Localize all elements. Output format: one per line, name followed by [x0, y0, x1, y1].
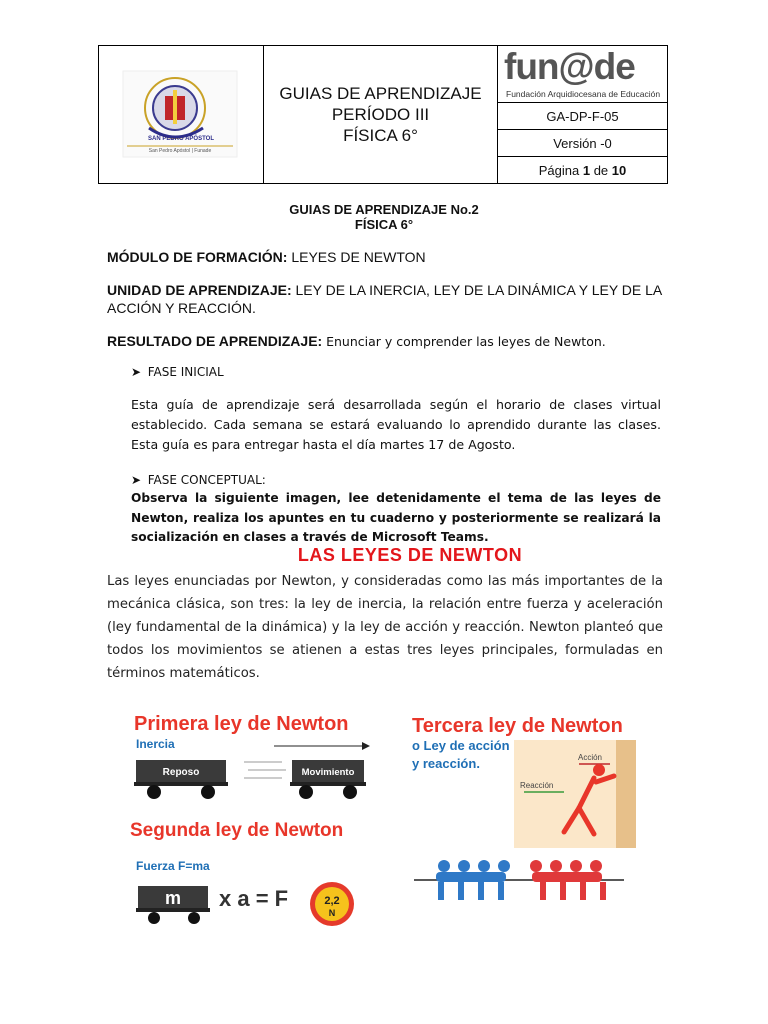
inercia-label: Inercia [136, 737, 175, 751]
modulo-value: LEYES DE NEWTON [291, 249, 426, 265]
title-line-1: GUIAS DE APRENDIZAJE [279, 84, 482, 103]
formula: x a = F [219, 886, 289, 911]
doc-version: Versión -0 [498, 130, 667, 157]
page-of: de [593, 162, 609, 178]
resultado-label: RESULTADO DE APRENDIZAJE: [107, 333, 323, 349]
brand-subtitle: Fundación Arquidiocesana de Educación [506, 89, 661, 99]
page-number: 1 [582, 162, 591, 178]
arrow-bullet-icon: ➤ [131, 473, 142, 487]
unidad-label: UNIDAD DE APRENDIZAJE: [107, 282, 292, 298]
cart-reposo [134, 760, 228, 799]
resultado-section [107, 332, 667, 351]
blue-team [436, 860, 510, 900]
movimiento-label: Movimiento [301, 767, 355, 778]
document-title [264, 46, 498, 183]
logo-caption: San Pedro Apóstol | Funade [148, 148, 212, 154]
guide-title: GUIAS DE APRENDIZAJE No.2 [289, 202, 479, 217]
fase-conceptual-heading [131, 473, 266, 487]
arrow-bullet-icon: ➤ [131, 365, 142, 379]
leyes-text: Las leyes enunciadas por Newton, y consideradas como las más importantes de la mecánica clásica, son tres: la ley de inercia, la relación entre fuerza y aceleración (ley fundamental de la dinámica) y la ley de acción y reacción. Newton planteó que todos los movimientos se atienen a estas tres leyes principales, formuladas en términos matemáticos. [107, 574, 663, 681]
badge-unit: N [328, 908, 336, 918]
doc-code: GA-DP-F-05 [498, 103, 667, 130]
page-indicator [498, 157, 667, 183]
page-total: 10 [611, 162, 627, 178]
funade-logo [498, 46, 667, 103]
primera-ley-title: Primera ley de Newton [134, 713, 349, 735]
fase-conceptual-label: FASE CONCEPTUAL: [147, 473, 266, 487]
reaccion-label: Reacción [520, 781, 554, 790]
modulo-section [107, 248, 667, 266]
brand-name: fun@de [504, 46, 635, 87]
unidad-section [107, 281, 667, 317]
mass-label: m [164, 888, 182, 908]
brand-cell [498, 46, 667, 183]
school-logo-cell [99, 46, 264, 183]
fase-inicial-text: Esta guía de aprendizaje será desarrollada según el horario de clases virtual establecido. Cada semana se estará evaluando lo aprendido durante las clases. Esta guía es para entregar hasta el día martes 17 de Agosto. [131, 397, 661, 452]
header-table [98, 45, 668, 184]
tercera-sub-2: y reacción. [412, 756, 480, 771]
school-logo [99, 46, 263, 183]
cart-movimiento [290, 760, 366, 799]
fase-inicial-heading [131, 365, 224, 379]
leyes-title: LAS LEYES DE NEWTON [297, 545, 523, 565]
fase-conceptual-text: Observa la siguiente imagen, lee detenidamente el tema de las leyes de Newton, realiza los apuntes en tu cuaderno y posteriormente se realizará la socialización en clases a través de Microsoft Teams. [131, 491, 661, 544]
unidad-value: LEY DE LA INERCIA, LEY DE LA DINÁMICA Y LEY DE LA ACCIÓN Y REACCIÓN. [107, 282, 662, 316]
segunda-ley-title: Segunda ley de Newton [130, 820, 344, 841]
tercera-ley-title: Tercera ley de Newton [412, 715, 623, 737]
reposo-label: Reposo [162, 767, 200, 778]
fase-inicial-label: FASE INICIAL [147, 365, 224, 379]
title-line-2: PERÍODO III [331, 105, 430, 124]
title-line-3: FÍSICA 6° [343, 126, 418, 145]
newton-laws-illustration [124, 700, 644, 940]
guide-subject: FÍSICA 6° [354, 217, 414, 232]
motion-arrow-head [362, 742, 370, 750]
red-team [530, 860, 606, 900]
resultado-value: Enunciar y comprender las leyes de Newton. [326, 334, 606, 349]
wall [616, 740, 636, 848]
tercera-sub-1: o Ley de acción [412, 738, 510, 753]
fuerza-label: Fuerza F=ma [136, 859, 210, 873]
accion-label: Acción [577, 753, 602, 762]
logo-text: SAN PEDRO APÓSTOL [147, 136, 214, 142]
modulo-label: MÓDULO DE FORMACIÓN: [107, 249, 288, 265]
badge-value: 2,2 [324, 895, 340, 907]
page-label: Página [538, 162, 580, 178]
